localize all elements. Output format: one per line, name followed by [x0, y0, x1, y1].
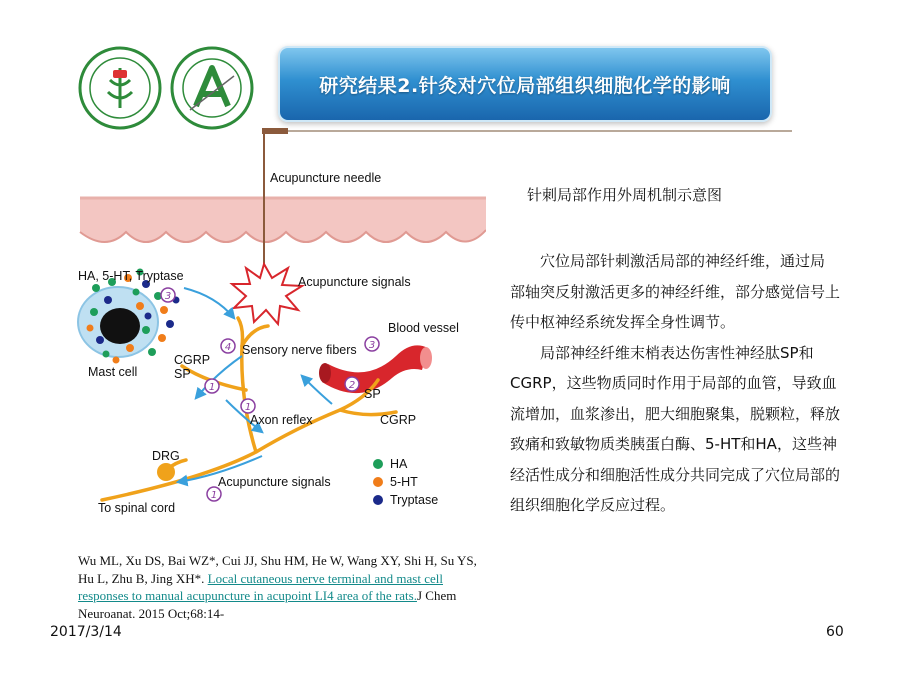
legend-tryptase-swatch [373, 495, 383, 505]
title-banner [278, 46, 772, 122]
footer-date: 2017/3/14 [50, 624, 122, 640]
body-text [510, 246, 840, 521]
legend-tryptase-label: Tryptase [390, 493, 439, 507]
axon-reflex-label: Axon reflex [250, 413, 313, 427]
spinal-label: To spinal cord [98, 501, 176, 515]
legend-5ht-label: 5-HT [390, 475, 418, 489]
sp-left-label: SP [174, 367, 191, 381]
sp-right-label: SP [364, 387, 381, 401]
reference-authors: Wu ML, Xu DS, Bai WZ*, Cui JJ, Shu HM, He W, Wang XY, Shi H, Su YS, Hu L, Zhu B, Jing XH*. [78, 553, 477, 586]
reference-journal: J Chem Neuroanat. 2015 Oct;68:14- [78, 588, 457, 621]
cgrp-right-label: CGRP [380, 413, 417, 427]
cgrp-left-label: CGRP [174, 353, 211, 367]
step-markers [161, 288, 379, 501]
diagram-caption: 针刺局部作用外周机制示意图 [527, 186, 723, 204]
slide-title: 研究结果2.针灸对穴位局部组织细胞化学的影响 [319, 74, 731, 97]
step-3-marker-b: 3 [368, 340, 376, 351]
drg-label: DRG [152, 449, 180, 463]
sensory-label [242, 343, 357, 357]
china-academy-chinese-medical-sciences-logo [78, 46, 162, 130]
signals-bottom-label: Acupuncture signals [218, 475, 331, 489]
paragraph-1 [510, 246, 840, 338]
paragraph-1-text: 穴位局部针刺激活局部的神经纤维，通过局部轴突反射激活更多的神经纤维，部分感觉信号上传中枢神经系统发挥全身性调节。 [510, 252, 841, 331]
legend-ha-label: HA [390, 457, 408, 471]
paragraph-2 [510, 338, 840, 521]
reference-link[interactable]: Local cutaneous nerve terminal and mast cell responses to manual acupuncture in acupoint LI4 area of the rats. [78, 570, 443, 603]
acupuncture-signal-burst [232, 264, 302, 324]
mast-cell-label: Mast cell [88, 365, 138, 379]
skin-layer [80, 198, 486, 242]
mast-mediators-label: HA, 5-HT, Tryptase [78, 269, 184, 283]
mechanism-diagram [66, 160, 486, 530]
step-1-marker-b: 1 [244, 402, 252, 413]
page-number: 60 [826, 624, 844, 640]
step-2-marker: 2 [348, 380, 356, 391]
signals-top-label: Acupuncture signals [298, 275, 411, 289]
drg-ganglion [157, 463, 175, 481]
step-1-marker-a: 1 [208, 382, 216, 393]
reference [78, 552, 478, 622]
legend-5ht-swatch [373, 477, 383, 487]
step-1-marker-c: 1 [210, 490, 218, 501]
legend-ha-swatch [373, 459, 383, 469]
step-3-marker-a: 3 [164, 291, 172, 302]
institute-acupuncture-moxibustion-logo [170, 46, 254, 130]
legend [373, 457, 438, 507]
step-4-marker: 4 [224, 342, 232, 353]
blood-vessel-label: Blood vessel [388, 321, 459, 335]
needle-label: Acupuncture needle [270, 171, 382, 185]
sensory-label-text: Sensory nerve fibers [242, 343, 357, 357]
mast-cell [78, 287, 158, 358]
paragraph-2-text: 局部神经纤维末梢表达伤害性神经肽SP和CGRP，这些物质同时作用于局部的血管，导致血流增加，血浆渗出，肥大细胞聚集，脱颗粒，释放致痛和致敏物质类胰蛋白酶、5-HT和HA，这些神经活性成分和细胞活性成分共同完成了穴位局部的组织细胞化学反应过程。 [510, 343, 841, 514]
